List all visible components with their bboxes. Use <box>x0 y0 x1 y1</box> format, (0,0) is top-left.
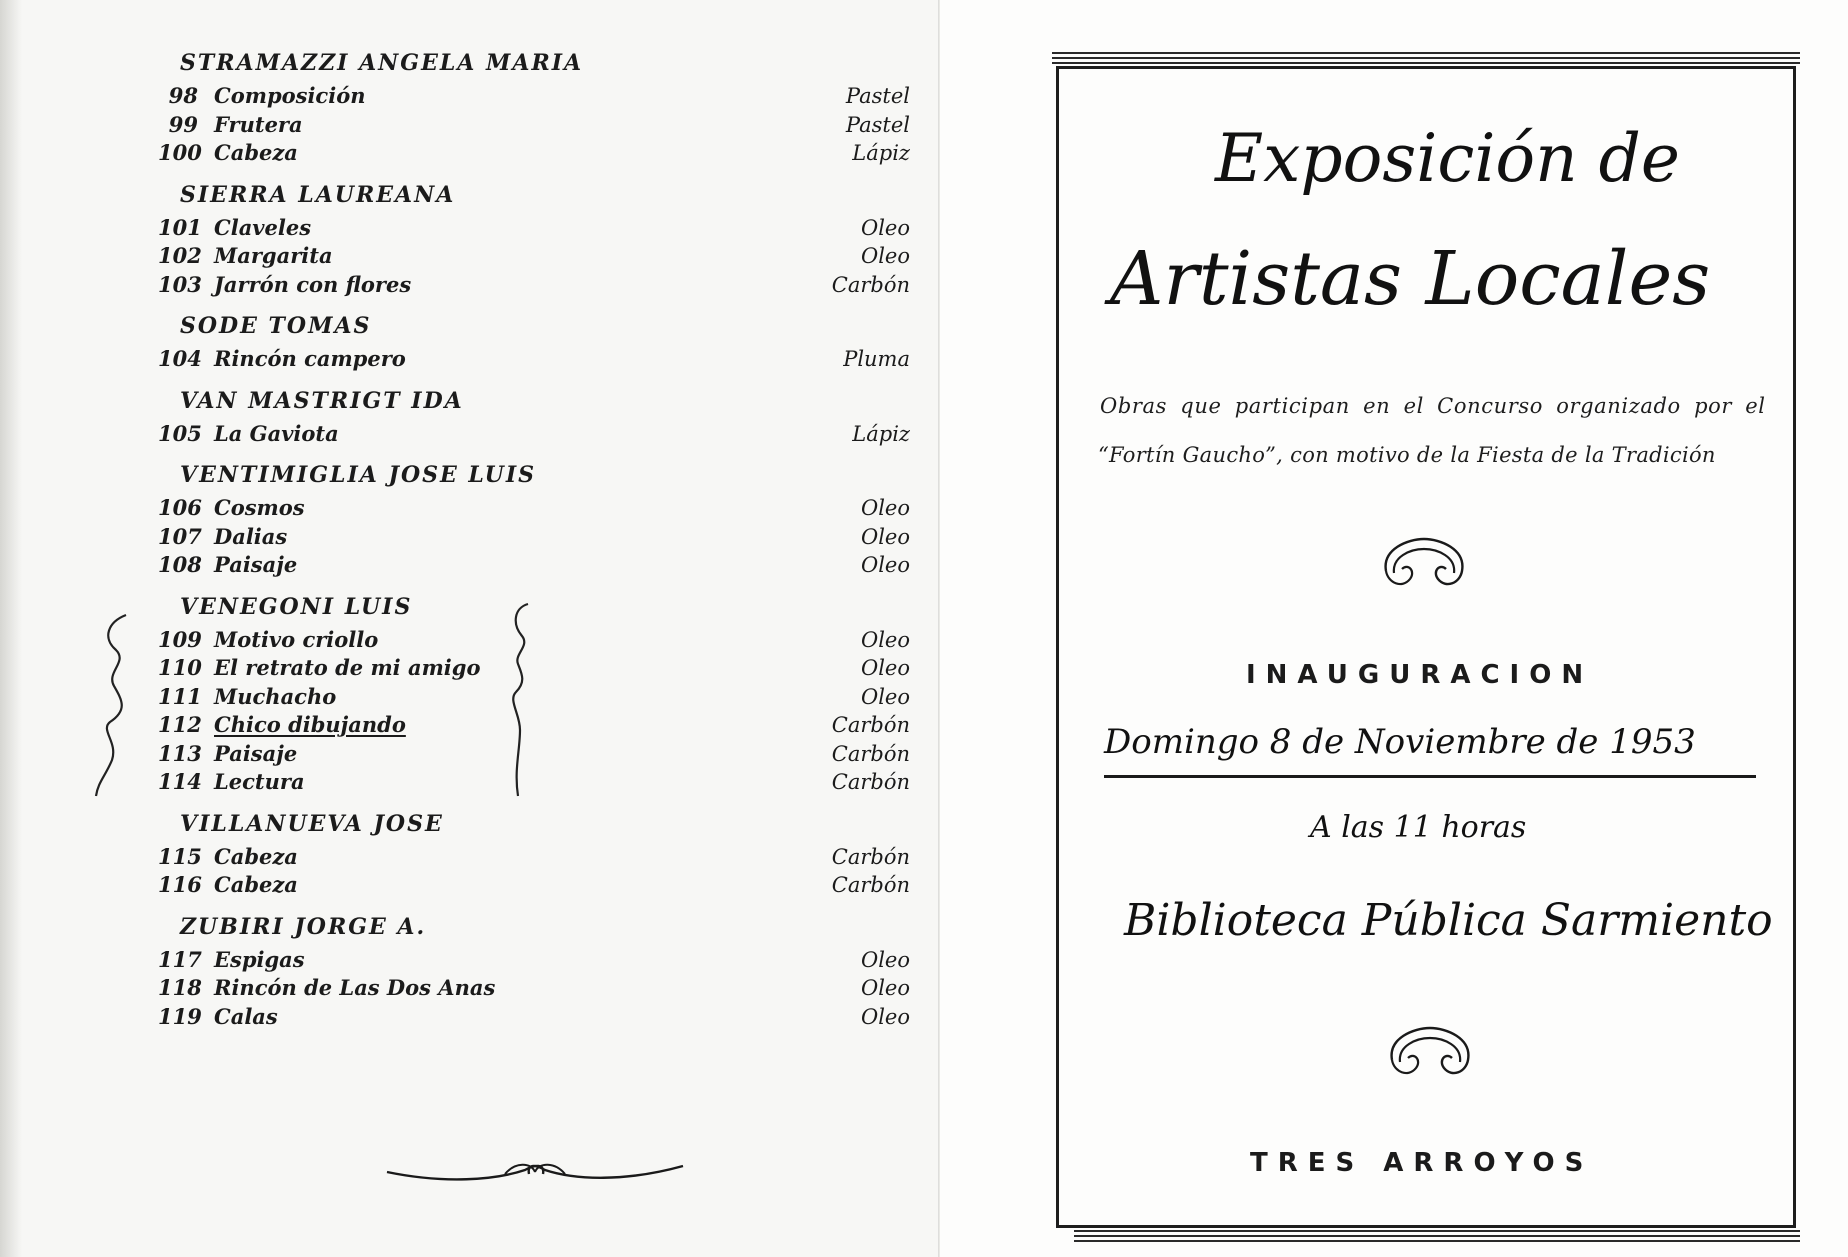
event-time: A las 11 horas <box>1310 810 1527 845</box>
city-name: TRES ARROYOS <box>1250 1148 1594 1178</box>
flourish-divider-icon <box>385 1150 685 1186</box>
subtitle-line2: “Fortín Gaucho”, con motivo de la Fiesta de la Tradición <box>1098 443 1716 467</box>
artist-name: VENEGONI LUIS <box>180 593 413 620</box>
artwork-title: Rincón campero <box>214 346 406 371</box>
artist-group <box>150 180 910 300</box>
artist-name: VILLANUEVA JOSE <box>180 810 444 837</box>
artwork-number: 103 <box>158 271 202 297</box>
artwork-row <box>150 523 910 552</box>
artwork-number: 104 <box>158 346 202 371</box>
artwork-number: 119 <box>158 1003 202 1029</box>
artwork-medium: Carbón <box>831 844 910 869</box>
artwork-row <box>150 871 910 900</box>
artwork-number: 118 <box>158 975 202 1000</box>
artwork-title: El retrato de mi amigo <box>214 655 481 680</box>
artwork-title: Chico dibujando <box>214 712 406 737</box>
artwork-number: 114 <box>158 769 202 794</box>
artwork-number: 111 <box>158 683 202 709</box>
artwork-number: 113 <box>158 740 202 766</box>
artwork-medium: Carbón <box>831 272 910 297</box>
scroll-ornament-icon <box>1384 1024 1476 1080</box>
artwork-title: Composición <box>214 83 366 108</box>
artwork-title: Cabeza <box>214 872 298 897</box>
artwork-number: 98 <box>168 83 198 108</box>
artwork-title: Paisaje <box>214 740 298 766</box>
artist-name: VENTIMIGLIA JOSE LUIS <box>180 462 537 488</box>
artwork-medium: Carbón <box>831 873 910 897</box>
artwork-title: Claveles <box>214 214 312 240</box>
artwork-medium: Oleo <box>860 684 910 709</box>
top-double-rule <box>1052 52 1800 66</box>
scroll-ornament-icon <box>1378 535 1470 591</box>
artwork-number: 107 <box>158 523 202 549</box>
artwork-number: 110 <box>158 655 202 680</box>
artwork-title: Paisaje <box>214 552 298 577</box>
artwork-medium: Lápiz <box>852 421 910 446</box>
artwork-number: 102 <box>158 243 202 268</box>
artwork-medium: Carbón <box>831 713 910 737</box>
artist-name: STRAMAZZI ANGELA MARIA <box>180 50 584 76</box>
bottom-double-rule <box>1074 1230 1800 1244</box>
artwork-medium: Oleo <box>860 524 910 549</box>
artwork-row <box>150 551 910 580</box>
event-date: Domingo 8 de Noviembre de 1953 <box>1104 722 1696 762</box>
artwork-medium: Oleo <box>860 244 910 268</box>
artwork-title: Cabeza <box>214 843 298 869</box>
artwork-title: Lectura <box>214 769 305 794</box>
artwork-medium: Oleo <box>860 976 910 1000</box>
artwork-row <box>150 974 910 1003</box>
artist-group <box>150 48 910 168</box>
exhibition-title-line2: Artistas Locales <box>1110 236 1711 322</box>
artist-name: VAN MASTRIGT IDA <box>180 387 464 414</box>
artwork-number: 108 <box>158 552 202 577</box>
artwork-catalog <box>150 48 910 1043</box>
artwork-row <box>150 1003 910 1032</box>
artwork-medium: Oleo <box>860 553 910 577</box>
artwork-title: Cabeza <box>214 140 298 165</box>
artwork-row <box>150 271 910 300</box>
artwork-number: 101 <box>158 214 202 240</box>
artwork-medium: Oleo <box>860 947 910 972</box>
artwork-title: Jarrón con flores <box>214 271 412 297</box>
pencil-bracket-right-icon <box>500 600 550 800</box>
artwork-number: 109 <box>158 626 202 652</box>
artwork-title: La Gaviota <box>214 420 339 446</box>
artist-group <box>150 386 910 449</box>
artwork-medium: Pluma <box>843 347 910 371</box>
artwork-title: Motivo criollo <box>214 626 379 652</box>
artwork-row <box>150 494 910 523</box>
artist-group <box>150 912 910 1032</box>
artwork-number: 115 <box>158 843 202 869</box>
artwork-medium: Carbón <box>831 741 910 766</box>
artwork-title: Dalias <box>214 523 288 549</box>
artwork-title: Espigas <box>214 946 305 972</box>
artwork-row <box>150 843 910 872</box>
artwork-row <box>150 214 910 243</box>
artwork-title: Cosmos <box>214 495 305 520</box>
artwork-row <box>150 82 910 111</box>
artwork-medium: Carbón <box>831 770 910 794</box>
artwork-medium: Pastel <box>845 112 910 137</box>
artwork-number: 105 <box>158 420 202 446</box>
artwork-medium: Pastel <box>845 84 910 108</box>
artwork-title: Rincón de Las Dos Anas <box>214 975 496 1000</box>
artist-group <box>150 311 910 374</box>
artwork-row <box>150 946 910 975</box>
artwork-title: Calas <box>214 1003 278 1029</box>
artwork-number: 117 <box>158 946 202 972</box>
artist-group <box>150 460 910 580</box>
artwork-row <box>150 139 910 168</box>
event-venue: Biblioteca Pública Sarmiento <box>1124 895 1773 946</box>
artwork-row <box>150 345 910 374</box>
pencil-bracket-left-icon <box>88 610 148 800</box>
artwork-row <box>150 420 910 449</box>
exhibition-title-line1: Exposición de <box>1215 120 1680 197</box>
artwork-number: 100 <box>158 140 202 165</box>
inauguration-heading: INAUGURACION <box>1246 660 1594 690</box>
artwork-medium: Oleo <box>860 215 910 240</box>
artwork-title: Muchacho <box>214 683 337 709</box>
scan-edge-shadow <box>0 0 22 1257</box>
subtitle-line1: Obras que participan en el Concurso organizado por el <box>1100 394 1766 418</box>
artwork-row <box>150 111 910 140</box>
artwork-medium: Oleo <box>860 627 910 652</box>
date-underline <box>1104 775 1756 778</box>
artwork-row <box>150 242 910 271</box>
artist-group <box>150 809 910 900</box>
artist-name: SIERRA LAUREANA <box>180 181 456 208</box>
artwork-medium: Oleo <box>860 656 910 680</box>
artwork-number: 112 <box>158 712 202 737</box>
artwork-number: 99 <box>168 111 198 137</box>
artwork-number: 116 <box>158 872 202 897</box>
artwork-medium: Lápiz <box>852 141 910 165</box>
artwork-number: 106 <box>158 495 202 520</box>
artist-name: ZUBIRI JORGE A. <box>180 913 427 940</box>
artist-name: SODE TOMAS <box>180 313 372 339</box>
artwork-title: Margarita <box>214 243 333 268</box>
artwork-medium: Oleo <box>860 496 910 520</box>
artwork-title: Frutera <box>214 111 303 137</box>
artwork-medium: Oleo <box>860 1004 910 1029</box>
